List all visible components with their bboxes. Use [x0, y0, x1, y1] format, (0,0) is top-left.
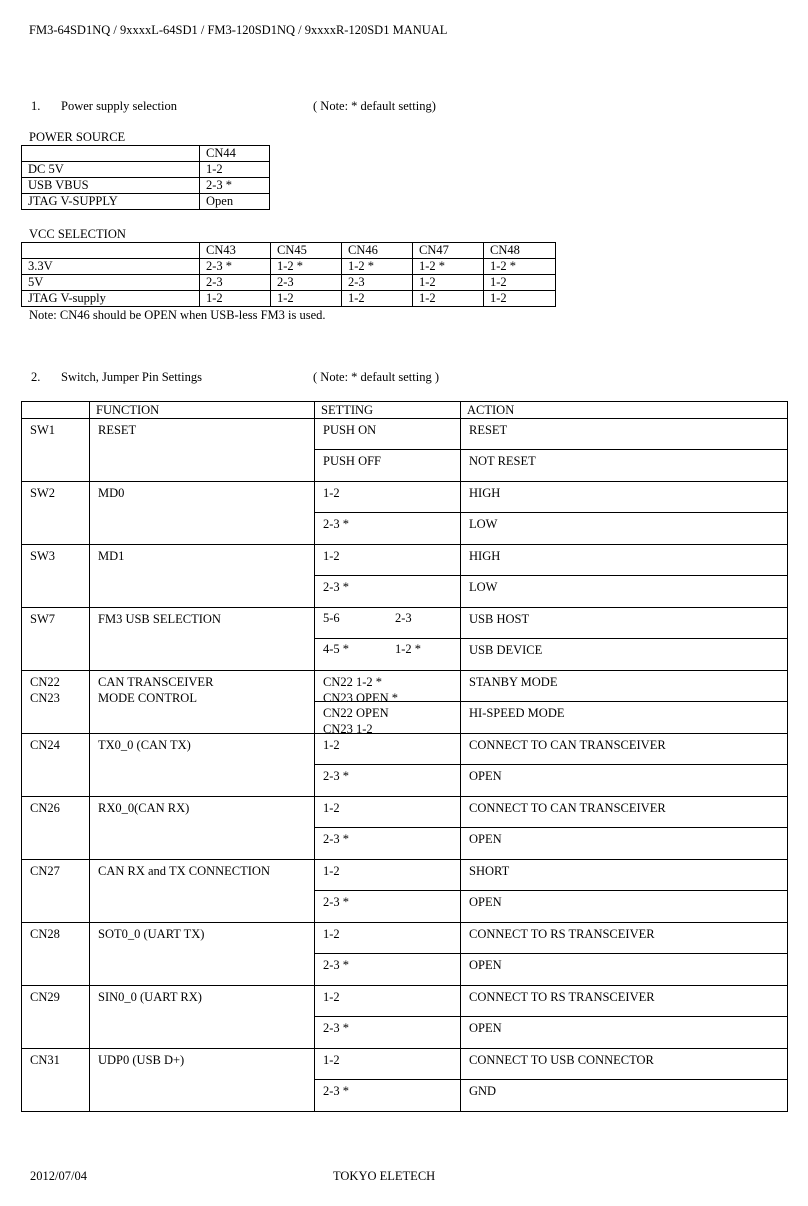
vcc-cell: 3.3V — [22, 259, 200, 275]
vcc-cell: 1-2 — [413, 291, 484, 307]
settings-setting-value: 2-3 * — [323, 832, 350, 846]
vcc-cell: 1-2 — [484, 275, 556, 291]
power-source-cell: USB VBUS — [22, 178, 200, 194]
settings-action-cell — [461, 545, 788, 608]
settings-action-subcell — [461, 1049, 787, 1080]
settings-setting-subcell — [315, 513, 460, 544]
settings-setting-cell — [315, 860, 461, 923]
settings-setting-value: 2-3 * — [323, 958, 350, 972]
settings-function-cell — [90, 482, 315, 545]
vcc-cell: 1-2 — [413, 275, 484, 291]
power-source-row — [22, 178, 270, 194]
settings-setting-cell — [315, 1049, 461, 1112]
power-source-cell: JTAG V-SUPPLY — [22, 194, 200, 210]
settings-setting-value: CN23 OPEN * — [323, 691, 399, 705]
settings-action-value: OPEN — [469, 769, 502, 783]
settings-function-cell — [90, 860, 315, 923]
settings-setting-subcell — [315, 702, 460, 736]
settings-action-value: CONNECT TO RS TRANSCEIVER — [469, 990, 655, 1004]
settings-group-row — [22, 608, 788, 671]
vcc-header-cell: CN47 — [413, 243, 484, 259]
settings-function: TX0_0 (CAN TX) — [98, 738, 191, 752]
settings-id-cell — [22, 923, 90, 986]
settings-function: FM3 USB SELECTION — [98, 612, 221, 626]
settings-action-subcell — [461, 923, 787, 954]
settings-setting-value: CN23 1-2 — [323, 722, 373, 736]
settings-setting-value: 5-6 — [323, 611, 340, 625]
settings-group-row — [22, 860, 788, 923]
settings-action-value: CONNECT TO CAN TRANSCEIVER — [469, 738, 666, 752]
settings-function-cell — [90, 986, 315, 1049]
settings-action-cell — [461, 923, 788, 986]
settings-action-subcell — [461, 702, 787, 733]
vcc-row — [22, 259, 556, 275]
power-source-header-row — [22, 146, 270, 162]
settings-id: CN24 — [30, 738, 60, 752]
vcc-header-cell: CN48 — [484, 243, 556, 259]
settings-action-value: USB DEVICE — [469, 643, 543, 657]
settings-function-cell — [90, 923, 315, 986]
settings-action-value: SHORT — [469, 864, 510, 878]
settings-action-subcell — [461, 545, 787, 576]
settings-setting-value: 2-3 * — [323, 1084, 350, 1098]
settings-header-cell: SETTING — [315, 402, 461, 419]
settings-setting-value: 1-2 — [323, 1053, 340, 1067]
settings-id-cell — [22, 797, 90, 860]
vcc-cell: 2-3 — [271, 275, 342, 291]
settings-function: CAN TRANSCEIVER — [98, 675, 214, 689]
settings-action-value: LOW — [469, 517, 498, 531]
settings-setting-subcell — [315, 923, 460, 954]
settings-setting-subcell — [315, 1080, 460, 1111]
settings-action-subcell — [461, 1017, 787, 1048]
settings-header-cell: FUNCTION — [90, 402, 315, 419]
footer-company: TOKYO ELETECH — [333, 1169, 436, 1183]
settings-group-row — [22, 545, 788, 608]
settings-id-cell — [22, 1049, 90, 1112]
settings-action-value: HI-SPEED MODE — [469, 706, 565, 720]
settings-action-value: CONNECT TO USB CONNECTOR — [469, 1053, 654, 1067]
settings-action-subcell — [461, 608, 787, 639]
settings-group-row — [22, 482, 788, 545]
settings-setting-cell — [315, 986, 461, 1049]
settings-setting-value: 2-3 * — [323, 1021, 350, 1035]
vcc-cell: 1-2 — [484, 291, 556, 307]
settings-action-cell — [461, 860, 788, 923]
settings-function-cell — [90, 671, 315, 734]
settings-setting-value: 2-3 — [395, 611, 412, 625]
settings-action-value: GND — [469, 1084, 497, 1098]
settings-function: SIN0_0 (UART RX) — [98, 990, 202, 1004]
settings-setting-subcell — [315, 954, 460, 985]
settings-function: MD1 — [98, 549, 125, 563]
settings-setting-value: 2-3 * — [323, 580, 350, 594]
vcc-row — [22, 291, 556, 307]
settings-setting-value: PUSH ON — [323, 423, 377, 437]
settings-id: SW1 — [30, 423, 55, 437]
settings-action-cell — [461, 482, 788, 545]
settings-group-row — [22, 671, 788, 734]
settings-function-cell — [90, 1049, 315, 1112]
footer-date: 2012/07/04 — [30, 1169, 87, 1183]
settings-id-cell — [22, 608, 90, 671]
settings-id-cell — [22, 419, 90, 482]
settings-setting-subcell — [315, 734, 460, 765]
settings-action-subcell — [461, 828, 787, 859]
settings-setting-subcell — [315, 419, 460, 450]
settings-setting-cell — [315, 545, 461, 608]
settings-action-subcell — [461, 891, 787, 922]
settings-setting-cell — [315, 734, 461, 797]
settings-setting-cell — [315, 419, 461, 482]
settings-id-cell — [22, 860, 90, 923]
settings-setting-value: 4-5 * — [323, 642, 350, 656]
settings-action-subcell — [461, 797, 787, 828]
power-source-row — [22, 162, 270, 178]
settings-setting-cell — [315, 923, 461, 986]
vcc-selection-note: Note: CN46 should be OPEN when USB-less FM3 is used. — [29, 308, 326, 322]
power-source-row — [22, 194, 270, 210]
settings-action-subcell — [461, 734, 787, 765]
settings-header-row — [22, 402, 788, 419]
settings-action-value: OPEN — [469, 958, 502, 972]
settings-action-value: HIGH — [469, 549, 501, 563]
section1-note: ( Note: * default setting) — [313, 99, 436, 113]
settings-function: RX0_0(CAN RX) — [98, 801, 190, 815]
settings-header-cell: ACTION — [461, 402, 788, 419]
settings-function-cell — [90, 419, 315, 482]
settings-setting-subcell — [315, 608, 460, 639]
settings-action-value: LOW — [469, 580, 498, 594]
settings-setting-cell — [315, 482, 461, 545]
settings-id-cell — [22, 986, 90, 1049]
settings-id: CN23 — [30, 691, 60, 705]
settings-action-value: OPEN — [469, 895, 502, 909]
settings-id: SW7 — [30, 612, 55, 626]
power-source-table — [21, 145, 270, 210]
settings-setting-subcell — [315, 891, 460, 922]
settings-action-value: USB HOST — [469, 612, 530, 626]
settings-setting-subcell — [315, 545, 460, 576]
settings-setting-subcell — [315, 639, 460, 670]
settings-function: UDP0 (USB D+) — [98, 1053, 185, 1067]
settings-setting-value: 1-2 — [323, 738, 340, 752]
settings-id: CN31 — [30, 1053, 60, 1067]
settings-action-cell — [461, 608, 788, 671]
settings-setting-subcell — [315, 860, 460, 891]
settings-action-subcell — [461, 1080, 787, 1111]
vcc-cell: 1-2 — [342, 291, 413, 307]
settings-setting-subcell — [315, 671, 460, 705]
power-source-header-cell: CN44 — [200, 146, 270, 162]
section2-title: Switch, Jumper Pin Settings — [61, 370, 202, 384]
settings-action-subcell — [461, 671, 787, 702]
settings-header-cell — [22, 402, 90, 419]
settings-setting-value: 1-2 * — [395, 642, 422, 656]
vcc-header-cell: CN43 — [200, 243, 271, 259]
settings-setting-value: 1-2 — [323, 549, 340, 563]
settings-setting-subcell — [315, 1049, 460, 1080]
vcc-cell: 5V — [22, 275, 200, 291]
settings-function-cell — [90, 545, 315, 608]
settings-setting-value: 2-3 * — [323, 769, 350, 783]
power-source-label: POWER SOURCE — [29, 130, 126, 144]
settings-function: MODE CONTROL — [98, 691, 197, 705]
settings-setting-value: 1-2 — [323, 927, 340, 941]
settings-id: CN22 — [30, 675, 60, 689]
vcc-cell: 2-3 — [342, 275, 413, 291]
settings-id: CN27 — [30, 864, 60, 878]
settings-action-cell — [461, 986, 788, 1049]
power-source-cell: 2-3 * — [200, 178, 270, 194]
vcc-cell: 1-2 * — [271, 259, 342, 275]
power-source-cell: Open — [200, 194, 270, 210]
settings-action-value: NOT RESET — [469, 454, 536, 468]
settings-action-subcell — [461, 860, 787, 891]
settings-action-value: OPEN — [469, 1021, 502, 1035]
settings-id-cell — [22, 671, 90, 734]
settings-id: CN28 — [30, 927, 60, 941]
settings-function: SOT0_0 (UART TX) — [98, 927, 205, 941]
settings-action-value: HIGH — [469, 486, 501, 500]
section2-note: ( Note: * default setting ) — [313, 370, 440, 384]
settings-setting-subcell — [315, 1017, 460, 1048]
settings-action-value: OPEN — [469, 832, 502, 846]
vcc-row — [22, 275, 556, 291]
vcc-selection-table — [21, 242, 556, 307]
section2-number: 2. — [31, 370, 41, 384]
settings-action-cell — [461, 797, 788, 860]
vcc-selection-label: VCC SELECTION — [29, 227, 126, 241]
vcc-cell: 1-2 * — [342, 259, 413, 275]
settings-action-value: RESET — [469, 423, 508, 437]
power-source-header-cell — [22, 146, 200, 162]
settings-setting-subcell — [315, 450, 460, 481]
settings-function-cell — [90, 608, 315, 671]
vcc-cell: 1-2 * — [484, 259, 556, 275]
settings-action-value: STANBY MODE — [469, 675, 558, 689]
settings-action-subcell — [461, 513, 787, 544]
settings-group-row — [22, 734, 788, 797]
settings-setting-value: CN22 OPEN — [323, 706, 389, 720]
settings-id: SW2 — [30, 486, 55, 500]
settings-function-cell — [90, 734, 315, 797]
settings-action-cell — [461, 419, 788, 482]
vcc-header-row — [22, 243, 556, 259]
settings-setting-value: 1-2 — [323, 486, 340, 500]
settings-setting-value: PUSH OFF — [323, 454, 382, 468]
settings-setting-subcell — [315, 986, 460, 1017]
settings-group-row — [22, 986, 788, 1049]
settings-setting-subcell — [315, 482, 460, 513]
vcc-header-cell — [22, 243, 200, 259]
settings-id: CN26 — [30, 801, 60, 815]
settings-action-value: CONNECT TO CAN TRANSCEIVER — [469, 801, 666, 815]
settings-group-row — [22, 923, 788, 986]
settings-group-row — [22, 797, 788, 860]
settings-action-cell — [461, 671, 788, 734]
settings-action-cell — [461, 1049, 788, 1112]
settings-id-cell — [22, 482, 90, 545]
vcc-cell: 1-2 * — [413, 259, 484, 275]
settings-setting-value: CN22 1-2 * — [323, 675, 383, 689]
switch-jumper-settings-table — [21, 401, 788, 1112]
vcc-cell: 1-2 — [271, 291, 342, 307]
settings-action-subcell — [461, 986, 787, 1017]
settings-action-subcell — [461, 576, 787, 607]
settings-group-row — [22, 419, 788, 482]
settings-setting-subcell — [315, 828, 460, 859]
settings-setting-value: 2-3 * — [323, 517, 350, 531]
vcc-cell: 2-3 * — [200, 259, 271, 275]
page-title: FM3-64SD1NQ / 9xxxxL-64SD1 / FM3-120SD1NQ / 9xxxxR-120SD1 MANUAL — [29, 23, 448, 37]
settings-setting-value: 1-2 — [323, 801, 340, 815]
settings-group-row — [22, 1049, 788, 1112]
settings-setting-cell — [315, 671, 461, 734]
settings-action-value: CONNECT TO RS TRANSCEIVER — [469, 927, 655, 941]
settings-id: SW3 — [30, 549, 55, 563]
vcc-cell: JTAG V-supply — [22, 291, 200, 307]
vcc-cell: 2-3 — [200, 275, 271, 291]
vcc-cell: 1-2 — [200, 291, 271, 307]
settings-function: CAN RX and TX CONNECTION — [98, 864, 270, 878]
settings-action-subcell — [461, 639, 787, 670]
settings-function: MD0 — [98, 486, 125, 500]
section1-title: Power supply selection — [61, 99, 177, 113]
settings-function-cell — [90, 797, 315, 860]
settings-setting-subcell — [315, 576, 460, 607]
settings-id-cell — [22, 734, 90, 797]
settings-setting-subcell — [315, 797, 460, 828]
settings-setting-cell — [315, 608, 461, 671]
settings-setting-value: 1-2 — [323, 864, 340, 878]
settings-action-subcell — [461, 765, 787, 796]
power-source-cell: 1-2 — [200, 162, 270, 178]
settings-setting-subcell — [315, 765, 460, 796]
settings-setting-cell — [315, 797, 461, 860]
section1-number: 1. — [31, 99, 41, 113]
settings-action-cell — [461, 734, 788, 797]
settings-function: RESET — [98, 423, 137, 437]
settings-id-cell — [22, 545, 90, 608]
vcc-header-cell: CN45 — [271, 243, 342, 259]
settings-setting-value: 1-2 — [323, 990, 340, 1004]
settings-action-subcell — [461, 482, 787, 513]
settings-action-subcell — [461, 954, 787, 985]
vcc-header-cell: CN46 — [342, 243, 413, 259]
power-source-cell: DC 5V — [22, 162, 200, 178]
settings-setting-value: 2-3 * — [323, 895, 350, 909]
settings-action-subcell — [461, 450, 787, 481]
settings-action-subcell — [461, 419, 787, 450]
settings-id: CN29 — [30, 990, 60, 1004]
